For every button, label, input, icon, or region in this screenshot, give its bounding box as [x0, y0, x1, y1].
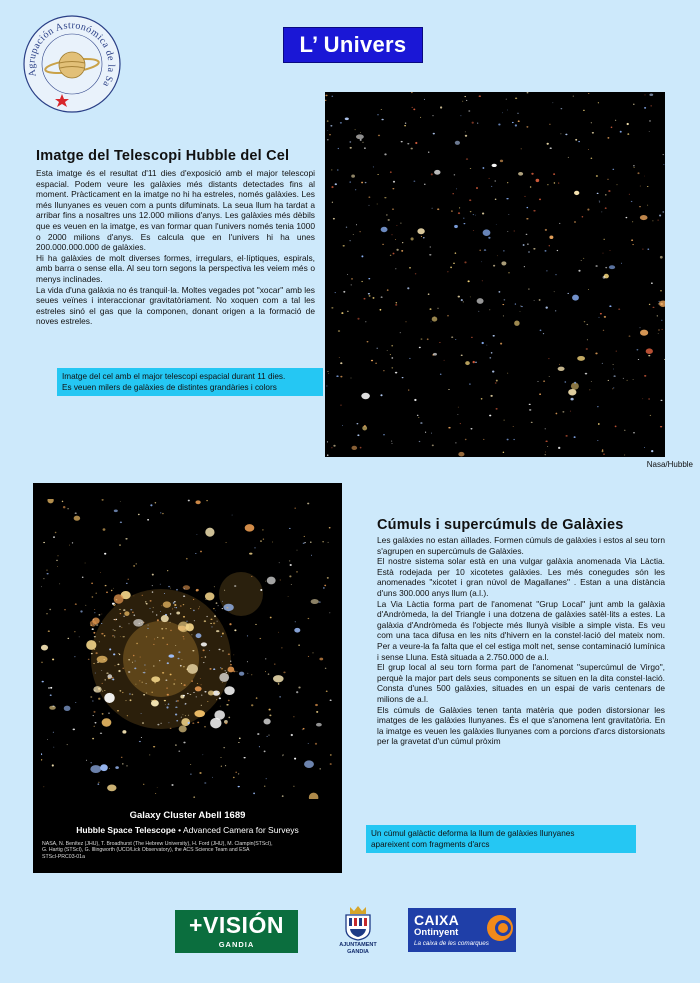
clusters-section-heading: Cúmuls i supercúmuls de Galàxies [377, 517, 624, 533]
paragraph: El grup local al seu torn forma part de l'anomenat "supercúmul de Virgo", perquè la major part dels seus components se situen en la dita constel·lació. Consta d'unes 500 galàxies, situades en un espai de varis centenars de milions de a.l. [377, 662, 665, 704]
ajuntament-city: GANDIA [347, 949, 369, 955]
page-title: L’ Univers [283, 27, 423, 63]
hubble-image-credit: Nasa/Hubble [646, 460, 693, 469]
paragraph: El nostre sistema solar està en una vulgar galàxia anomenada Via Làctia. Està rodejada per 10 xicotetes galàxies. Les més conegudes són les anomenades "xicotet i gran núvol de Magallanes" . Estan a una distància d'uns 300.000 anys llum (a.l.). [377, 556, 665, 598]
caption-line: Es veuen milers de galàxies de distintes grandàries i colors [62, 383, 277, 392]
paragraph: Hi ha galàxies de molt diverses formes, irregulars, el·líptiques, espirals, amb barra o sense ella. Al seu torn segons la perspectiva les veiem més o menys inclinades. [36, 252, 315, 284]
paragraph: Les galàxies no estan aïllades. Formen cúmuls de galàxies i estos al seu torn s'agrupen en supercúmuls de Galàxies. [377, 535, 665, 556]
caixa-logo-tagline: La caixa de les comarques [414, 940, 489, 947]
cluster-image-title: Galaxy Cluster Abell 1689 [129, 810, 246, 821]
ajuntament-line: AJUNTAMENT [339, 942, 377, 948]
cluster-image-subtitle [33, 825, 342, 835]
cluster-subtitle-camera: • Advanced Camera for Surveys [175, 825, 299, 835]
caption-line: Imatge del cel amb el major telescopi espacial durant 11 dies. [62, 372, 286, 381]
cluster-image-credit [42, 841, 332, 860]
caixa-emblem-icon [486, 914, 514, 942]
ajuntament-label [327, 942, 389, 956]
caixa-ontinyent-logo [408, 908, 516, 952]
clusters-section-body [377, 535, 665, 747]
cluster-subtitle-telescope: Hubble Space Telescope [76, 825, 176, 835]
hubble-section-body [36, 168, 315, 327]
cluster-image-caption [366, 825, 636, 853]
credit-line: STScI-PRC03-01a [42, 853, 85, 860]
ajuntament-gandia-logo [333, 903, 383, 963]
galaxy-cluster-image [41, 499, 334, 799]
coat-of-arms-icon [333, 903, 383, 941]
hubble-section-heading: Imatge del Telescopi Hubble del Cel [36, 148, 290, 164]
credit-line: G. Hartig (STScI), G. Illingworth (UCO/Lick Observatory), the ACS Science Team and ESA [42, 847, 250, 854]
hubble-image-caption [57, 368, 323, 396]
paragraph: Els cúmuls de Galàxies tenen tanta matèria que poden distorsionar les imatges de les galàxies llunyanes. És el que s'anomena lent gravitatòria. En la imatge es veuen les galàxies llunyanes com a porcions d'arcs distorsionats per la gravetat d'un cúmul pròxim [377, 704, 665, 747]
astronomy-group-seal-logo [22, 14, 122, 114]
caption-line: Un cúmul galàctic deforma la llum de galàxies llunyanes [371, 829, 575, 838]
hubble-deep-field-image [325, 92, 665, 457]
mas-vision-gandia-logo [175, 910, 298, 953]
galaxy-cluster-poster [33, 483, 342, 873]
vision-logo-text: +VISIÓN [189, 912, 284, 938]
vision-logo-city: GANDIA [218, 940, 255, 949]
caixa-logo-city: Ontinyent [414, 927, 459, 938]
paragraph: La Via Làctia forma part de l'anomenat "Grup Local" junt amb la galàxia d'Andròmeda, la del Triangle i una dotzena de galàxies satèl·lits a estes. La galàxia d'Andròmeda és l'objecte més llunyà visible a simple vista. Es veu com una taca difusa en les nits d'hivern en la constel·lació del mateix nom. Per a veure-la fa falta que el cel estiga molt net, sense contaminació lumínica i sense Lluna. Està situada a 2.750.000 de a.l. [377, 598, 665, 662]
paragraph: Esta imatge és el resultat d'11 dies d'exposició amb el major telescopi espacial. Podem veure les galàxies més distants detectades fins al moment. Pràcticament en la imatge no hi ha estreles, només galàxies. Les més llunyanes es veuen com a punts difuminats. La seua llum ha tardat a arribar fins a nosaltres uns 12.000 milions d'anys. Les galàxies més dèbils que es veuen en la imatge, es van formar quan l'univers només tenia 1000 o 2000 milions d'anys. Es calcula que en l'univers hi ha unes 200.000.000.000 de galàxies. [36, 168, 315, 253]
caption-line: apareixent com fragments d'arcs [371, 840, 490, 849]
svg-text:Agrupación Astronómica de la S: Agrupación Astronómica de la Sa [26, 20, 117, 89]
caixa-logo-name: CAIXA [414, 912, 460, 928]
credit-line: NASA, N. Benítez (JHU), T. Broadhurst (The Hebrew University), H. Ford (JHU), M. Clampin(STScI), [42, 841, 273, 847]
paragraph: La vida d'una galàxia no és tranquil·la. Moltes vegades pot "xocar" amb les seues veïnes i interaccionar gravitatòriament. No xoquen com a tal les estreles sinó el gas que la componen, donant origen a la formació de noves estreles. [36, 284, 315, 327]
